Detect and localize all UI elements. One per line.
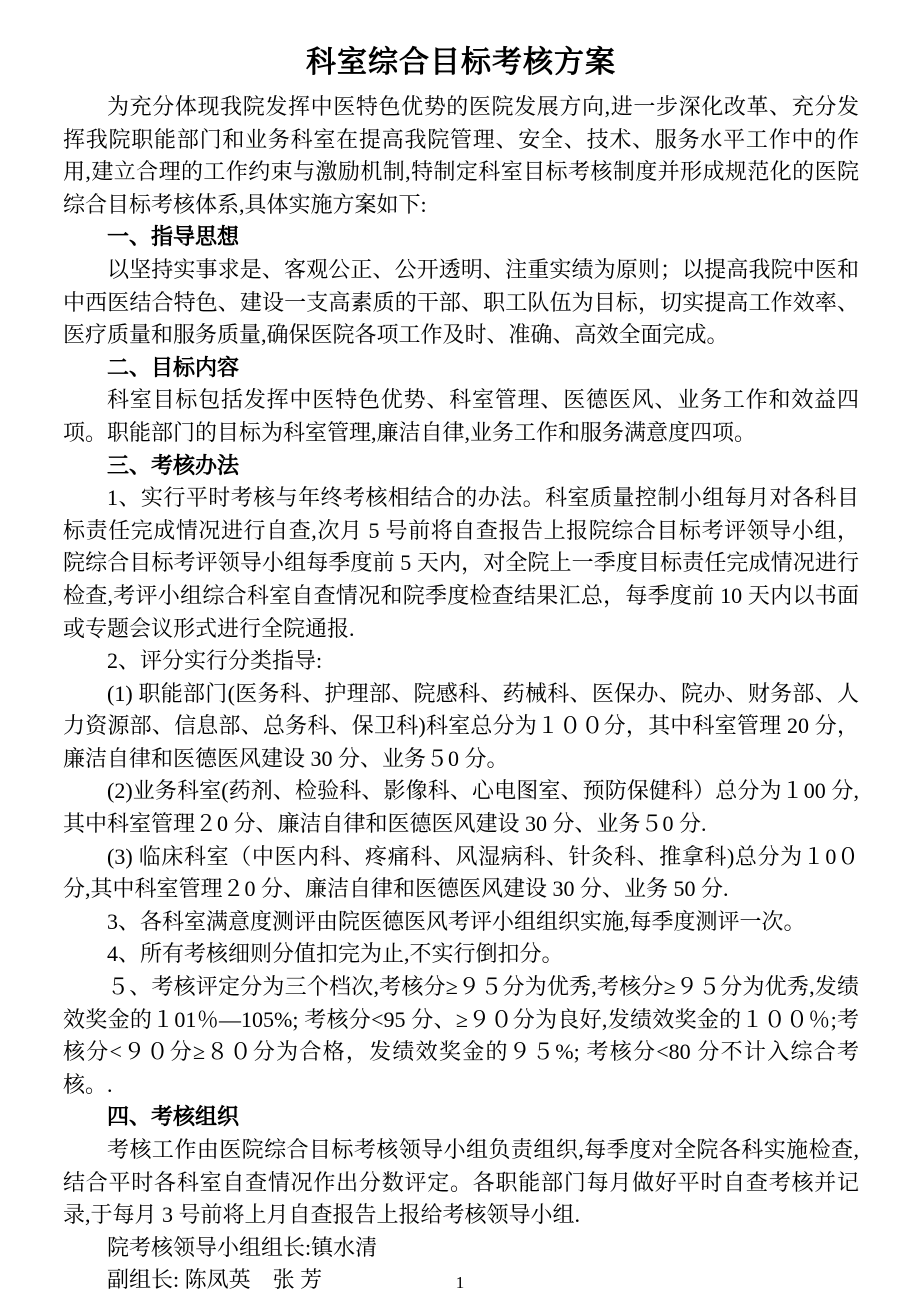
paragraph-method-3: 3、各科室满意度测评由院医德医风考评小组组织实施,每季度测评一次。: [107, 908, 806, 934]
section-heading-methods: 三、考核办法: [107, 452, 240, 478]
paragraph-targets: 科室目标包括发挥中医特色优势、科室管理、医德医风、业务工作和效益四项。职能部门的目标为科室管理,廉洁自律,业务工作和服务满意度四项。: [63, 387, 859, 445]
paragraph-method-1: 1、实行平时考核与年终考核相结合的办法。科室质量控制小组每月对各科目标责任完成情况进行自查,次月 5 号前将自查报告上报院综合目标考评领导小组，院综合目标考评领导小组每季度前 5 天内，对全院上一季度目标责任完成情况进行检查,考评小组综合科室自查情况和院季度检查结果汇总，每季度前 10 天内以书面或专题会议形式进行全院通报.: [63, 485, 859, 641]
paragraph-method-2-item-2: (2)业务科室(药剂、检验科、影像科、心电图室、预防保健科）总分为１00 分,其中科室管理２0 分、廉洁自律和医德医风建设 30 分、业务５0 分.: [63, 778, 859, 837]
paragraph-intro: 为充分体现我院发挥中医特色优势的医院发展方向,进一步深化改革、充分发挥我院职能部门和业务科室在提高我院管理、安全、技术、服务水平工作中的作用,建立合理的工作约束与激励机制,特制定科室目标考核制度并形成规范化的医院综合目标考核体系,具体实施方案如下:: [63, 94, 859, 217]
paragraph-method-4: 4、所有考核细则分值扣完为止,不实行倒扣分。: [107, 941, 564, 967]
paragraph-method-2-item-1: (1) 职能部门(医务科、护理部、院感科、药械科、医保办、院办、财务部、人力资源部、信息部、总务科、保卫科)科室总分为１００分，其中科室管理 20 分，廉洁自律和医德医风建设 30 分、业务５0 分。: [63, 680, 859, 771]
page-number: 1: [455, 1273, 465, 1292]
document-content: [63, 40, 859, 1297]
document-title: 科室综合目标考核方案: [306, 46, 616, 79]
section-heading-guiding: 一、指导思想: [107, 224, 240, 250]
paragraph-guiding: 以坚持实事求是、客观公正、公开透明、注重实绩为原则；以提高我院中医和中西医结合特色、建设一支高素质的干部、职工队伍为目标，切实提高工作效率、医疗质量和服务质量,确保医院各项工作及时、准确、高效全面完成。: [63, 256, 859, 348]
section-heading-targets: 二、目标内容: [107, 354, 240, 380]
paragraph-method-5: ５、考核评定分为三个档次,考核分≥９５分为优秀,考核分≥９５分为优秀,发绩效奖金的１01％—105%; 考核分<95 分、≥９０分为良好,发绩效奖金的１００％;考核分<９０分≥８０分为合格，发绩效奖金的９５%; 考核分<80 分不计入综合考核。.: [63, 974, 859, 1097]
paragraph-method-2-item-3: (3) 临床科室（中医内科、疼痛科、风湿病科、针灸科、推拿科)总分为１0０分,其中科室管理２0 分、廉洁自律和医德医风建设 30 分、业务 50 分.: [63, 843, 859, 902]
section-heading-organization: 四、考核组织: [107, 1104, 240, 1130]
paragraph-group-leader: 院考核领导小组组长:镇水清: [107, 1234, 378, 1260]
paragraph-method-2: 2、评分实行分类指导:: [107, 648, 323, 674]
paragraph-organization: 考核工作由医院综合目标考核领导小组负责组织,每季度对全院各科实施检查,结合平时各科室自查情况作出分数评定。各职能部门每月做好平时自查考核并记录,于每月 3 号前将上月自查报告上报给考核领导小组.: [63, 1137, 859, 1228]
paragraph-deputy-leaders: 副组长: 陈凤英 张 芳: [107, 1267, 323, 1293]
